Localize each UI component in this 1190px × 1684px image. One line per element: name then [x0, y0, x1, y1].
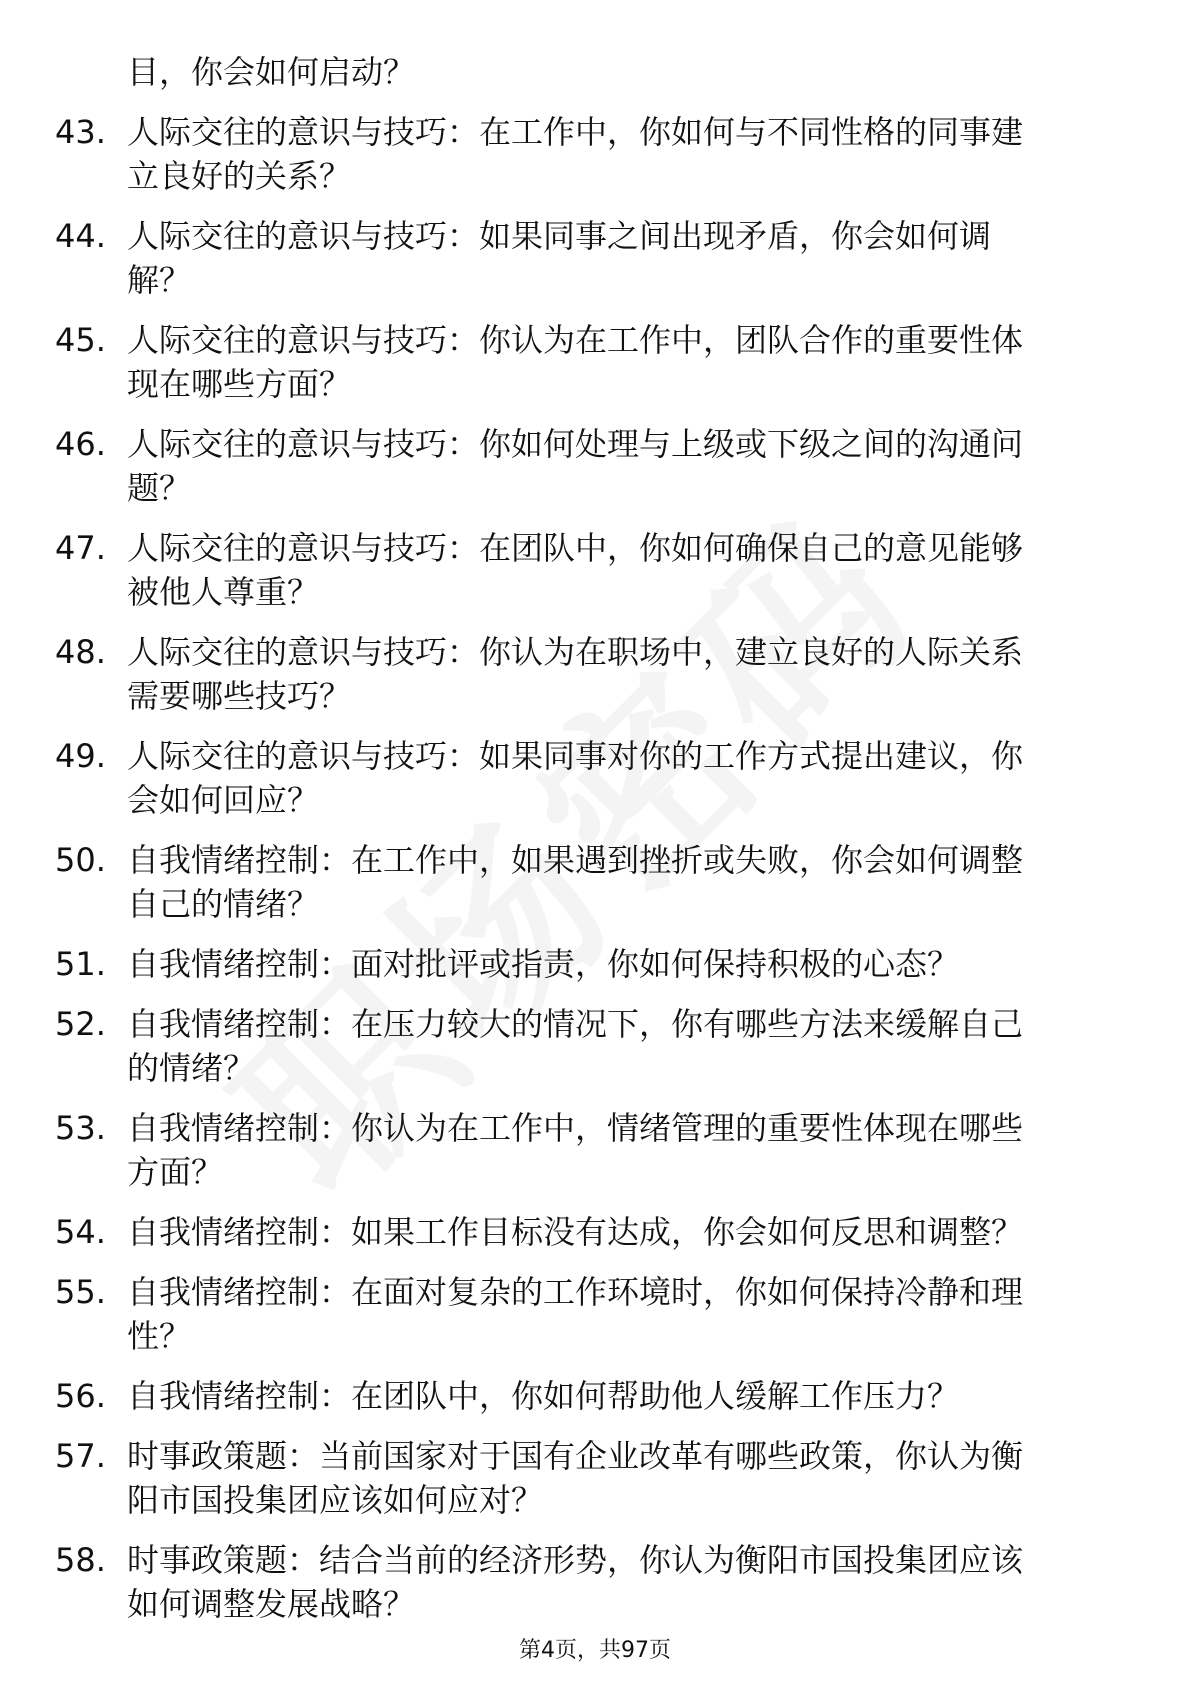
question-item: [0, 318, 1190, 406]
question-item: [0, 1106, 1190, 1194]
question-item: [0, 1434, 1190, 1522]
question-number: 54.: [55, 1213, 106, 1251]
question-text: [127, 214, 1117, 302]
question-number: 50.: [55, 841, 106, 879]
question-number: 43.: [55, 113, 106, 151]
question-text-line: 自我情绪控制：面对批评或指责，你如何保持积极的心态？: [127, 945, 960, 983]
question-text-line: 如何调整发展战略？: [127, 1585, 416, 1623]
question-text-line: 立良好的关系？: [127, 157, 352, 195]
question-number: 49.: [55, 737, 106, 775]
question-text-line: 阳市国投集团应该如何应对？: [127, 1481, 544, 1519]
question-text-line: 会如何回应？: [127, 781, 320, 819]
question-text-line: 需要哪些技巧？: [127, 677, 352, 715]
question-text-line: 自我情绪控制：在团队中，你如何帮助他人缓解工作压力？: [127, 1377, 960, 1415]
question-number: 52.: [55, 1005, 106, 1043]
question-item: [0, 526, 1190, 614]
question-text: [127, 942, 1117, 986]
question-number: 47.: [55, 529, 106, 567]
question-text: [127, 1106, 1117, 1194]
question-text-line: 自我情绪控制：在压力较大的情况下，你有哪些方法来缓解自己: [127, 1005, 1024, 1043]
question-item: [0, 1538, 1190, 1626]
question-text: [127, 318, 1117, 406]
question-item: [0, 1374, 1190, 1418]
question-text-line: 现在哪些方面？: [127, 365, 352, 403]
question-text: [127, 1210, 1117, 1254]
question-text: [127, 1002, 1117, 1090]
question-number: 56.: [55, 1377, 106, 1415]
question-number: 45.: [55, 321, 106, 359]
question-text-line: 自己的情绪？: [127, 885, 320, 923]
question-number: 46.: [55, 425, 106, 463]
question-text-line: 时事政策题：结合当前的经济形势，你认为衡阳市国投集团应该: [127, 1541, 1024, 1579]
question-number: 51.: [55, 945, 106, 983]
question-item: [0, 838, 1190, 926]
question-text: [127, 422, 1117, 510]
question-item: [0, 1270, 1190, 1358]
question-text-line: 时事政策题：当前国家对于国有企业改革有哪些政策，你认为衡: [127, 1437, 1024, 1475]
question-number: 44.: [55, 217, 106, 255]
question-list: [0, 50, 1190, 1626]
question-text-line: 的情绪？: [127, 1049, 256, 1087]
question-text-line: 人际交往的意识与技巧：你认为在工作中，团队合作的重要性体: [127, 321, 1024, 359]
question-number: 48.: [55, 633, 106, 671]
question-item: [0, 1210, 1190, 1254]
question-text: [127, 110, 1117, 198]
question-text-line: 人际交往的意识与技巧：你认为在职场中，建立良好的人际关系: [127, 633, 1024, 671]
question-text: [127, 1538, 1117, 1626]
question-text-line: 人际交往的意识与技巧：在团队中，你如何确保自己的意见能够: [127, 529, 1024, 567]
question-number: 57.: [55, 1437, 106, 1475]
question-text-line: 人际交往的意识与技巧：如果同事之间出现矛盾，你会如何调: [127, 217, 992, 255]
question-text-line: 自我情绪控制：如果工作目标没有达成，你会如何反思和调整？: [127, 1213, 1024, 1251]
continuation-line: 目，你会如何启动？: [127, 53, 416, 91]
question-item: [0, 734, 1190, 822]
question-text: [127, 526, 1117, 614]
question-item: [0, 214, 1190, 302]
question-item: [0, 422, 1190, 510]
question-item: [0, 942, 1190, 986]
question-number: 58.: [55, 1541, 106, 1579]
question-text: [127, 1270, 1117, 1358]
question-item: [0, 630, 1190, 718]
question-text-line: 人际交往的意识与技巧：在工作中，你如何与不同性格的同事建: [127, 113, 1024, 151]
question-number: 55.: [55, 1273, 106, 1311]
question-text-line: 自我情绪控制：在面对复杂的工作环境时，你如何保持冷静和理: [127, 1273, 1024, 1311]
question-text: [127, 630, 1117, 718]
question-text-line: 解？: [127, 261, 192, 299]
question-text-line: 人际交往的意识与技巧：你如何处理与上级或下级之间的沟通问: [127, 425, 1024, 463]
question-text-line: 被他人尊重？: [127, 573, 320, 611]
question-text: [127, 1434, 1117, 1522]
question-text: [127, 838, 1117, 926]
question-text-line: 自我情绪控制：在工作中，如果遇到挫折或失败，你会如何调整: [127, 841, 1024, 879]
question-text-line: 性？: [127, 1317, 192, 1355]
question-item: [0, 110, 1190, 198]
question-text-line: 人际交往的意识与技巧：如果同事对你的工作方式提出建议，你: [127, 737, 1024, 775]
question-text-line: 自我情绪控制：你认为在工作中，情绪管理的重要性体现在哪些: [127, 1109, 1024, 1147]
question-text-line: 题？: [127, 469, 192, 507]
page-footer: 第4页，共97页: [519, 1638, 671, 1663]
question-number: 53.: [55, 1109, 106, 1147]
question-text-line: 方面？: [127, 1153, 224, 1191]
question-text: [127, 1374, 1117, 1418]
question-item: [0, 1002, 1190, 1090]
question-text: [127, 734, 1117, 822]
